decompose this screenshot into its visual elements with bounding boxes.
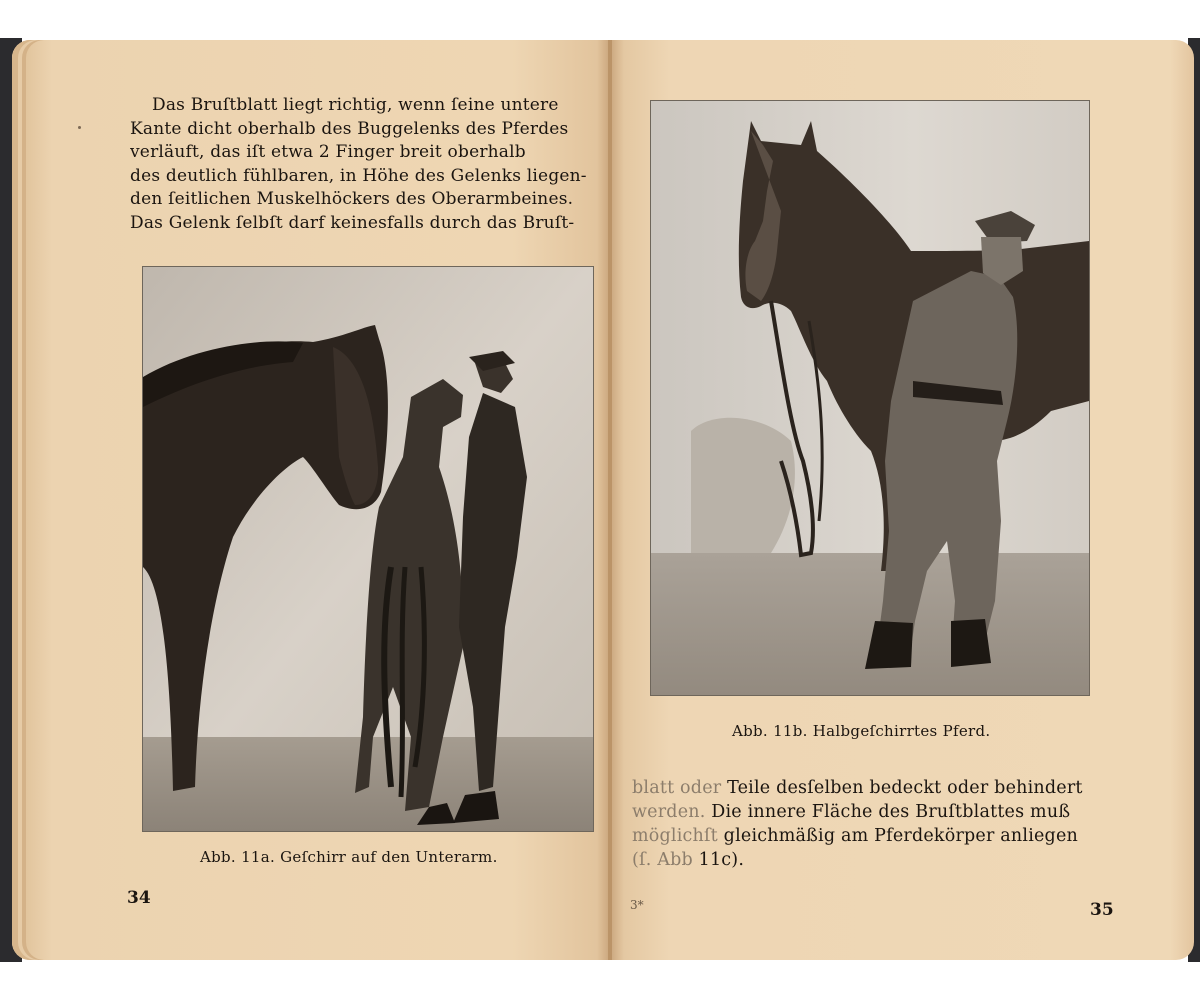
photo-harness-on-forearm xyxy=(142,266,594,832)
left-page xyxy=(12,40,610,960)
text-line-part: 11c). xyxy=(692,850,745,870)
harness-photo-image xyxy=(143,267,593,831)
text-line xyxy=(632,824,1112,848)
page-number-right: 35 xyxy=(1090,900,1114,920)
text-line: des deutlich fühlbaren, in Höhe des Gelenks liegen- xyxy=(130,165,587,186)
text-line-faded-part: (ſ. Abb xyxy=(632,850,693,870)
open-book xyxy=(12,40,1194,960)
half-harnessed-photo-image xyxy=(651,101,1089,695)
text-line: Das Bruſtblatt liegt richtig, wenn ſeine untere xyxy=(152,95,559,115)
book-gutter xyxy=(608,40,612,960)
text-line-faded-part: werden. xyxy=(632,802,706,822)
text-line xyxy=(632,776,1112,800)
text-line: verläuft, das iſt etwa 2 Finger breit oberhalb xyxy=(130,142,526,163)
photo-half-harnessed-horse xyxy=(650,100,1090,696)
text-line xyxy=(632,800,1112,824)
left-page-text xyxy=(130,94,610,236)
right-page-text xyxy=(632,776,1112,872)
text-line-part: gleichmäßig am Pferdekörper anliegen xyxy=(717,826,1078,846)
text-line-part: Die innere Fläche des Bruſtblattes muß xyxy=(705,802,1071,822)
scan-top-margin xyxy=(0,0,1200,38)
text-line xyxy=(632,848,1112,872)
text-line-part: Teile desſelben bedeckt oder behindert xyxy=(721,778,1083,798)
paper-speck xyxy=(78,126,81,129)
text-line: Kante dicht oberhalb des Buggelenks des Pferdes xyxy=(130,118,569,139)
right-page xyxy=(610,40,1194,960)
figure-caption-11b: Abb. 11b. Halbgeſchirrtes Pferd. xyxy=(732,722,991,740)
text-line-faded-part: möglichſt xyxy=(632,826,718,846)
text-line: Das Gelenk ſelbſt darf keinesfalls durch das Bruſt- xyxy=(130,212,575,233)
text-line: den ſeitlichen Muskelhöckers des Oberarmbeines. xyxy=(130,189,574,210)
figure-caption-11a: Abb. 11a. Geſchirr auf den Unterarm. xyxy=(200,848,498,866)
scan-bottom-margin xyxy=(0,962,1200,1000)
signature-mark: 3* xyxy=(630,898,644,912)
page-number-left: 34 xyxy=(127,888,151,908)
text-line-faded-part: blatt oder xyxy=(632,778,722,798)
